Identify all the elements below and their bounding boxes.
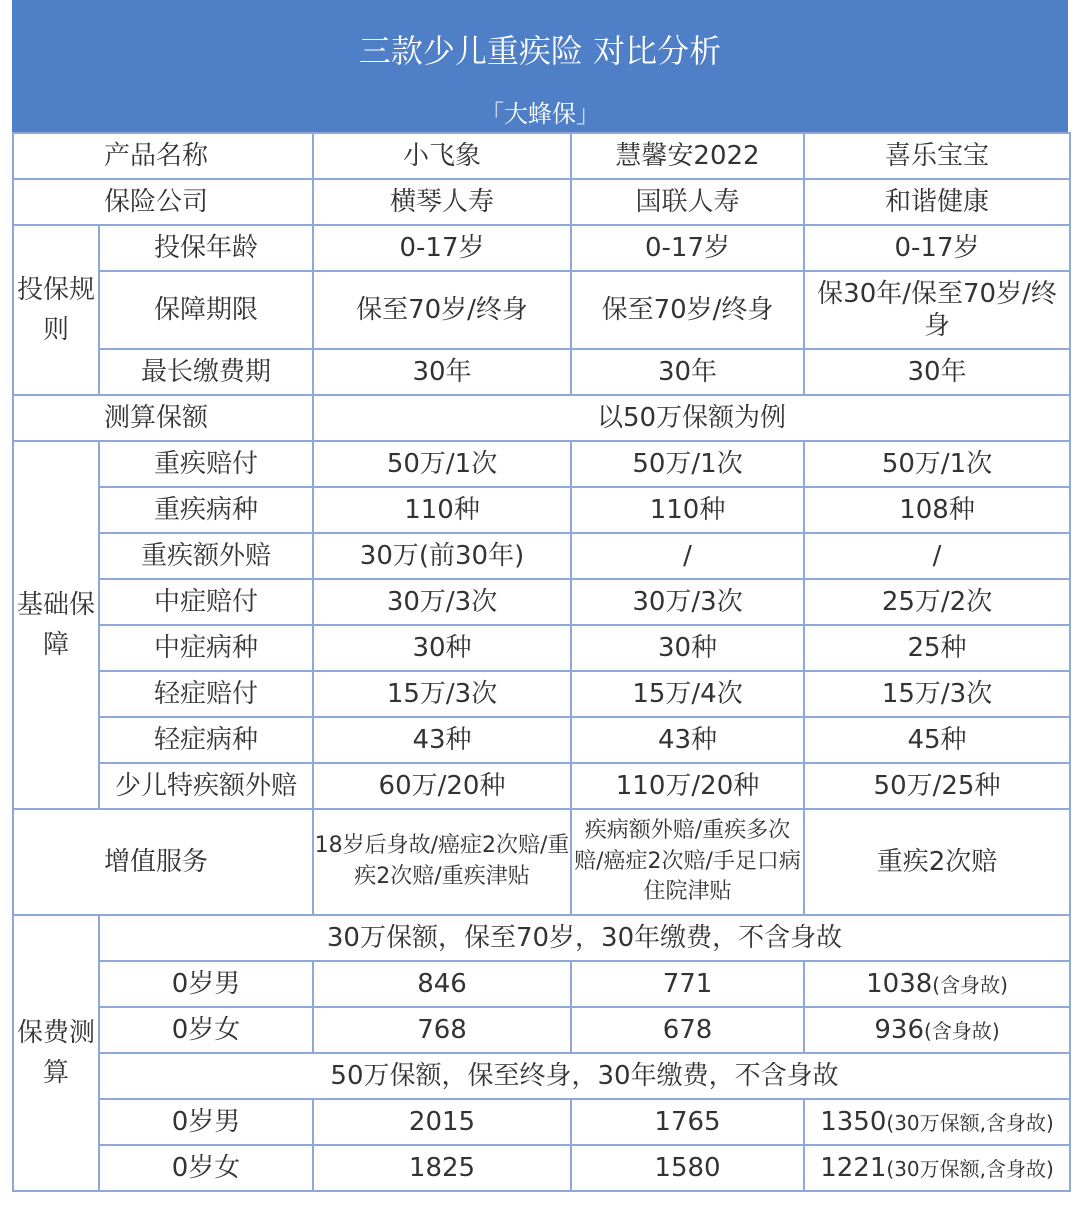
premium-note: (30万保额,含身故) [886,1156,1054,1181]
cell: 30种 [571,625,804,671]
cell: / [804,533,1070,579]
cell: 30种 [313,625,571,671]
cell: 30年 [804,349,1070,395]
table-row [13,487,1070,533]
premium-value: 936 [874,1014,925,1045]
cell: 重疾2次赔 [804,809,1070,915]
premium-note: (含身故) [924,1018,1000,1043]
row-label: 增值服务 [13,809,313,915]
row-label: 0岁男 [99,961,313,1007]
group-label: 保费测算 [13,915,99,1191]
cell: 15万/3次 [804,671,1070,717]
table-row [13,533,1070,579]
table-row [13,1007,1070,1053]
row-label: 重疾赔付 [99,441,313,487]
cell: 1765 [571,1099,804,1145]
cell: 25种 [804,625,1070,671]
table-row [13,671,1070,717]
row-label: 0岁男 [99,1099,313,1145]
cell [804,1099,1070,1145]
row-label: 最长缴费期 [99,349,313,395]
premium-value: 1350 [820,1106,887,1137]
table-header [12,0,1068,132]
row-label: 保障期限 [99,271,313,349]
section-title: 50万保额，保至终身，30年缴费，不含身故 [99,1053,1070,1099]
table-row [13,179,1070,225]
cell: 43种 [313,717,571,763]
premium-note: (30万保额,含身故) [886,1110,1054,1135]
cell [804,1007,1070,1053]
table-row [13,579,1070,625]
row-label: 重疾额外赔 [99,533,313,579]
cell: 110万/20种 [571,763,804,809]
table-row [13,271,1070,349]
cell: 保至70岁/终身 [571,271,804,349]
premium-note: (含身故) [932,972,1008,997]
table-row [13,809,1070,915]
row-label: 少儿特疾额外赔 [99,763,313,809]
cell: 846 [313,961,571,1007]
table-row [13,717,1070,763]
table-row [13,961,1070,1007]
cell: 50万/1次 [313,441,571,487]
cell: 保至70岁/终身 [313,271,571,349]
cell: 768 [313,1007,571,1053]
row-label: 中症病种 [99,625,313,671]
cell: 0-17岁 [313,225,571,271]
cell: 疾病额外赔/重疾多次赔/癌症2次赔/手足口病住院津贴 [571,809,804,915]
cell: 慧馨安2022 [571,133,804,179]
table-row [13,395,1070,441]
cell: 108种 [804,487,1070,533]
cell: 保30年/保至70岁/终身 [804,271,1070,349]
cell: 50万/1次 [804,441,1070,487]
cell: 1825 [313,1145,571,1191]
row-label: 投保年龄 [99,225,313,271]
cell: 2015 [313,1099,571,1145]
cell: 30万/3次 [313,579,571,625]
cell: 678 [571,1007,804,1053]
row-label: 保险公司 [13,179,313,225]
table-row [13,763,1070,809]
row-label: 测算保额 [13,395,313,441]
cell: 60万/20种 [313,763,571,809]
cell: / [571,533,804,579]
cell: 43种 [571,717,804,763]
group-label: 基础保障 [13,441,99,809]
table-row [13,225,1070,271]
cell: 110种 [571,487,804,533]
cell: 30年 [571,349,804,395]
cell: 30万/3次 [571,579,804,625]
row-label: 0岁女 [99,1007,313,1053]
cell: 0-17岁 [571,225,804,271]
cell: 15万/3次 [313,671,571,717]
cell [804,1145,1070,1191]
cell: 30年 [313,349,571,395]
cell: 小飞象 [313,133,571,179]
table-row [13,1099,1070,1145]
premium-value: 1221 [820,1152,887,1183]
cell: 110种 [313,487,571,533]
table-row [13,133,1070,179]
table-row [13,1053,1070,1099]
premium-value: 1038 [866,968,933,999]
cell: 30万(前30年) [313,533,571,579]
table-row [13,441,1070,487]
table-row [13,349,1070,395]
table-row [13,915,1070,961]
cell: 和谐健康 [804,179,1070,225]
row-label: 轻症赔付 [99,671,313,717]
group-label: 投保规则 [13,225,99,395]
page-title: 三款少儿重疾险 对比分析 [358,32,722,70]
section-title: 30万保额，保至70岁，30年缴费，不含身故 [99,915,1070,961]
cell: 50万/25种 [804,763,1070,809]
cell: 45种 [804,717,1070,763]
cell: 25万/2次 [804,579,1070,625]
cell: 1580 [571,1145,804,1191]
row-label: 轻症病种 [99,717,313,763]
cell: 771 [571,961,804,1007]
comparison-table [12,132,1071,1192]
cell: 国联人寿 [571,179,804,225]
row-label: 0岁女 [99,1145,313,1191]
page-subtitle: 「大蜂保」 [480,100,600,128]
cell [804,961,1070,1007]
row-label: 中症赔付 [99,579,313,625]
cell: 0-17岁 [804,225,1070,271]
cell: 横琴人寿 [313,179,571,225]
cell: 15万/4次 [571,671,804,717]
cell: 喜乐宝宝 [804,133,1070,179]
cell: 18岁后身故/癌症2次赔/重疾2次赔/重疾津贴 [313,809,571,915]
table-row [13,625,1070,671]
cell: 50万/1次 [571,441,804,487]
table-row [13,1145,1070,1191]
cell: 以50万保额为例 [313,395,1070,441]
row-label: 产品名称 [13,133,313,179]
row-label: 重疾病种 [99,487,313,533]
